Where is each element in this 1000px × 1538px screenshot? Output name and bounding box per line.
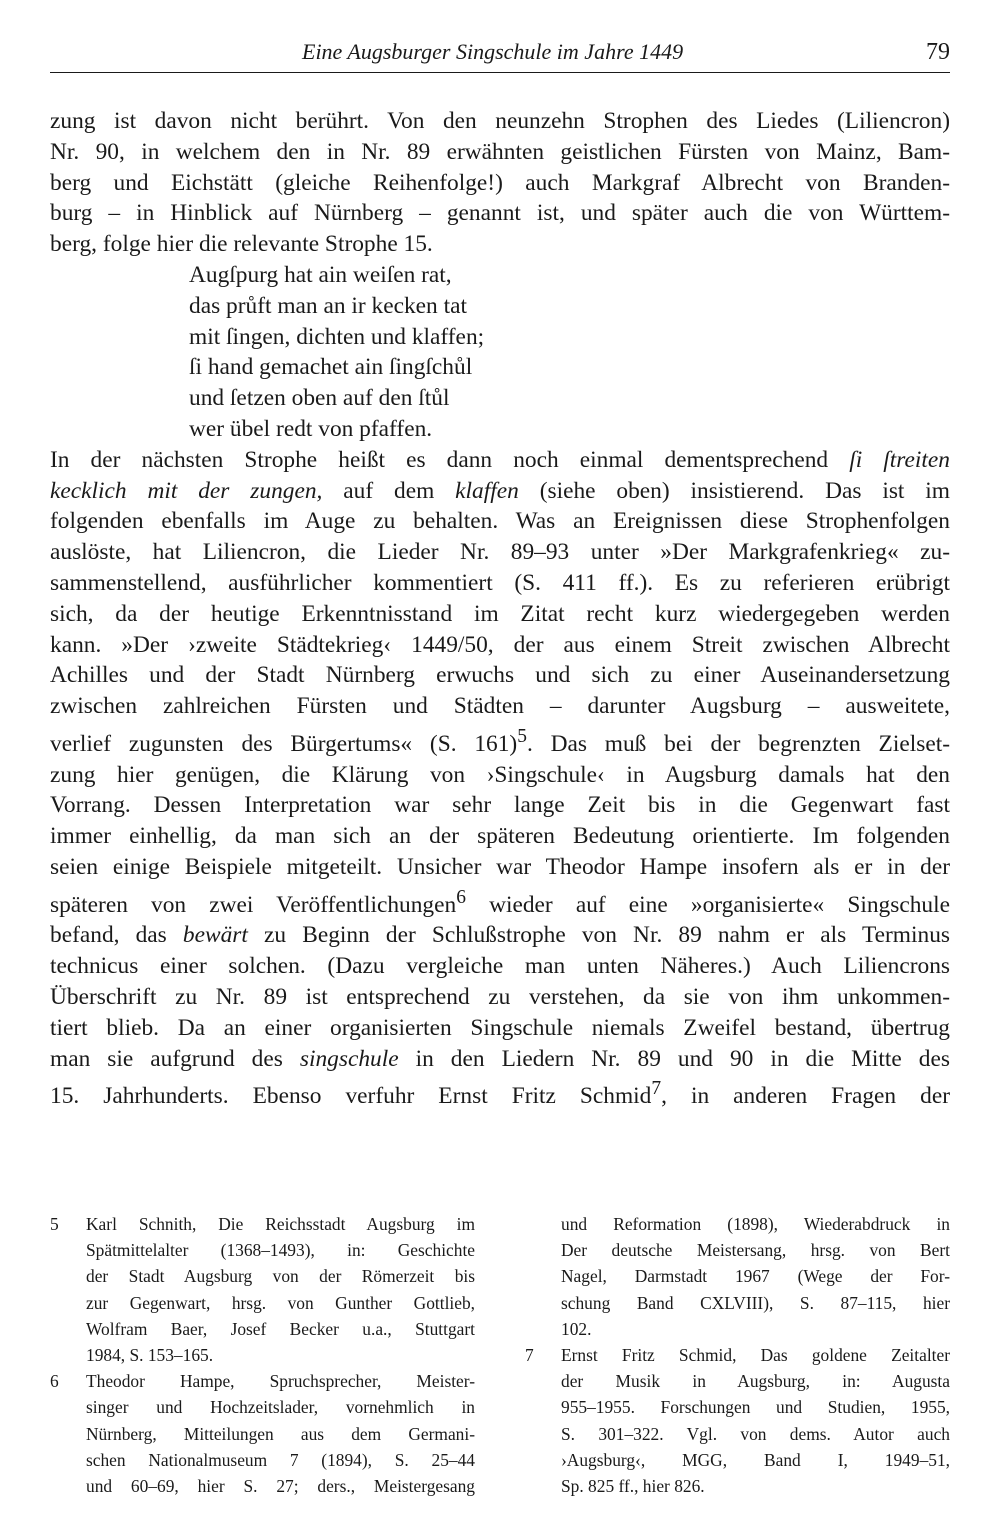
quoted-phrase: kecklich mit der zungen,	[50, 477, 323, 504]
text-line: man sie aufgrund des singschule in den Liedern Nr. 89 und 90 in die Mitte des	[50, 1045, 950, 1072]
text-line: zwischen zahlreichen Fürsten und Städten – darunter Augsburg – ausweitete,	[50, 693, 950, 720]
main-text	[50, 106, 950, 1112]
footnote-line: Nagel, Darmstadt 1967 (Wege der For-	[561, 1266, 950, 1287]
verse-line: das průft man an ir kecken tat	[189, 292, 467, 319]
text-line: berg und Eichstätt (gleiche Reihenfolge!) auch Markgraf Albrecht von Branden-	[50, 169, 950, 196]
text-line: 15. Jahrhunderts. Ebenso verfuhr Ernst Fritz Schmid$^7$, in anderen Fragen der	[50, 1078, 950, 1110]
footnote-line: Spätmittelalter (1368–1493), in: Geschichte	[86, 1240, 475, 1261]
footnote-line: 955–1955. Forschungen und Studien, 1955,	[561, 1397, 950, 1418]
footnote-line: 102.	[561, 1318, 592, 1339]
text-line: zung ist davon nicht berührt. Von den neunzehn Strophen des Liedes (Liliencron)	[50, 108, 950, 134]
footnote-line: ›Augsburg‹, MGG, Band I, 1949–51,	[561, 1449, 950, 1470]
footnote-number: 6	[50, 1371, 59, 1392]
quoted-phrase: bewärt	[182, 922, 248, 949]
footnote-5	[50, 1211, 475, 1368]
footnote-line: Sp. 825 ff., hier 826.	[561, 1476, 705, 1497]
footnote-ref-6: 6	[456, 886, 466, 908]
text-line: kann. »Der ›zweite Städtekrieg‹ 1449/50, der aus einem Streit zwischen Albrecht	[50, 631, 950, 658]
quoted-phrase: singschule	[299, 1045, 399, 1072]
footnote-6-continued	[525, 1211, 950, 1342]
footnote-line: singer und Hochzeitslader, vornehmlich in	[86, 1397, 475, 1418]
text-line: Nr. 90, in welchem den in Nr. 89 erwähnten geistlichen Fürsten von Mainz, Bam-	[50, 138, 950, 165]
footnote-line: und Reformation (1898), Wiederabdruck in	[561, 1214, 950, 1234]
text-line: befand, das bewärt zu Beginn der Schlußstrophe von Nr. 89 nahm er als Terminus	[50, 922, 950, 949]
footnote-line: Ernst Fritz Schmid, Das goldene Zeitalter	[561, 1345, 950, 1366]
verse-line: wer übel redt von pfaffen.	[189, 415, 433, 442]
footnote-number: 7	[525, 1345, 534, 1366]
text-line: späteren von zwei Veröffentlichungen$^6$ wieder auf eine »organisierte« Singschule	[50, 886, 951, 918]
page-number: 79	[926, 39, 950, 65]
footnote-ref-7: 7	[651, 1078, 662, 1100]
text-line: immer einhellig, da man sich an der späteren Bedeutung orientierte. Im folgenden	[50, 823, 950, 850]
quoted-phrase: ſi ſtreiten	[849, 446, 950, 473]
verse-line: mit ſingen, dichten und klaffen;	[189, 323, 485, 350]
verse-line: ſi hand gemachet ain ſingſchůl	[189, 354, 473, 381]
text-line: zung hier genügen, die Klärung von ›Singschule‹ in Augsburg damals hat den	[50, 761, 950, 788]
text-line: In der nächsten Strophe heißt es dann noch einmal dementsprechend ſi ſtreiten	[50, 446, 950, 473]
text-line: sich, da der heutige Erkenntnisstand im Zitat recht kurz wiedergegeben werden	[50, 600, 950, 627]
footnote-line: der Stadt Augsburg von der Römerzeit bis	[86, 1266, 475, 1287]
text-line: sammenstellend, ausführlicher kommentiert (S. 411 ff.). Es zu referieren erübrigt	[50, 569, 950, 596]
footnote-line: schung Band CXLVIII), S. 87–115, hier	[561, 1292, 950, 1313]
verse-line: und ſetzen oben auf den ſtůl	[189, 385, 450, 412]
text-line: Achilles und der Stadt Nürnberg erwuchs und sich zu einer Auseinandersetzung	[50, 662, 950, 689]
text-line: Vorrang. Dessen Interpretation war sehr lange Zeit bis in die Gegenwart fast	[50, 792, 950, 819]
text-line: Überschrift zu Nr. 89 ist entsprechend zu verstehen, da sie von ihm unkommen-	[50, 983, 950, 1010]
footnote-line: Der deutsche Meistersang, hrsg. von Bert	[561, 1240, 950, 1261]
footnote-line: Nürnberg, Mitteilungen aus dem Germani-	[86, 1423, 475, 1444]
footnote-7	[525, 1342, 950, 1499]
running-header	[50, 38, 950, 73]
footnote-line: 1984, S. 153–165.	[86, 1345, 214, 1366]
text-line: kecklich mit der zungen, auf dem klaffen (siehe oben) insistierend. Das ist im	[50, 477, 950, 504]
footnote-line: S. 301–322. Vgl. von dems. Autor auch	[561, 1423, 950, 1444]
footnote-line: und 60–69, hier S. 27; ders., Meistergesang	[86, 1476, 475, 1497]
footnote-line: zur Gegenwart, hrsg. von Gunther Gottlieb,	[86, 1292, 475, 1313]
footnotes-left-column	[50, 1211, 475, 1499]
footnote-line: Wolfram Baer, Josef Becker u.a., Stuttgart	[86, 1318, 475, 1339]
footnote-line: der Musik in Augsburg, in: Augusta	[561, 1371, 950, 1392]
text-line: seien einige Beispiele mitgeteilt. Unsicher war Theodor Hampe insofern als er in der	[50, 853, 950, 880]
text-line: folgenden ebenfalls im Auge zu behalten. Was an Ereignissen diese Strophenfolgen	[50, 508, 950, 535]
footnote-line: schen Nationalmuseum 7 (1894), S. 25–44	[86, 1449, 475, 1470]
footnote-ref-5: 5	[517, 725, 527, 747]
footnotes-right-column	[525, 1211, 950, 1499]
quoted-phrase: klaffen	[455, 477, 519, 504]
running-title: Eine Augsburger Singschule im Jahre 1449	[302, 39, 684, 64]
footnote-6	[50, 1368, 475, 1499]
footnote-line: Theodor Hampe, Spruchsprecher, Meister-	[86, 1371, 475, 1392]
text-line: auslöste, hat Liliencron, die Lieder Nr. 89–93 unter »Der Markgrafenkrieg« zu-	[50, 539, 950, 566]
text-line: berg, folge hier die relevante Strophe 15.	[50, 231, 433, 258]
verse-line: Augſpurg hat ain weiſen rat,	[189, 261, 452, 288]
text-line: technicus einer solchen. (Dazu vergleiche man unten Näheres.) Auch Liliencrons	[50, 953, 950, 980]
footnote-line: Karl Schnith, Die Reichsstadt Augsburg im	[86, 1214, 475, 1234]
text-line: verlief zugunsten des Bürgertums« (S. 161)$^5$. Das muß bei der begrenzten Zielset-	[50, 725, 950, 757]
text-line: burg – in Hinblick auf Nürnberg – genannt ist, und später auch die von Württem-	[50, 200, 950, 227]
footnote-number: 5	[50, 1214, 59, 1234]
text-line: tiert blieb. Da an einer organisierten Singschule niemals Zweifel bestand, übertrug	[50, 1014, 950, 1041]
